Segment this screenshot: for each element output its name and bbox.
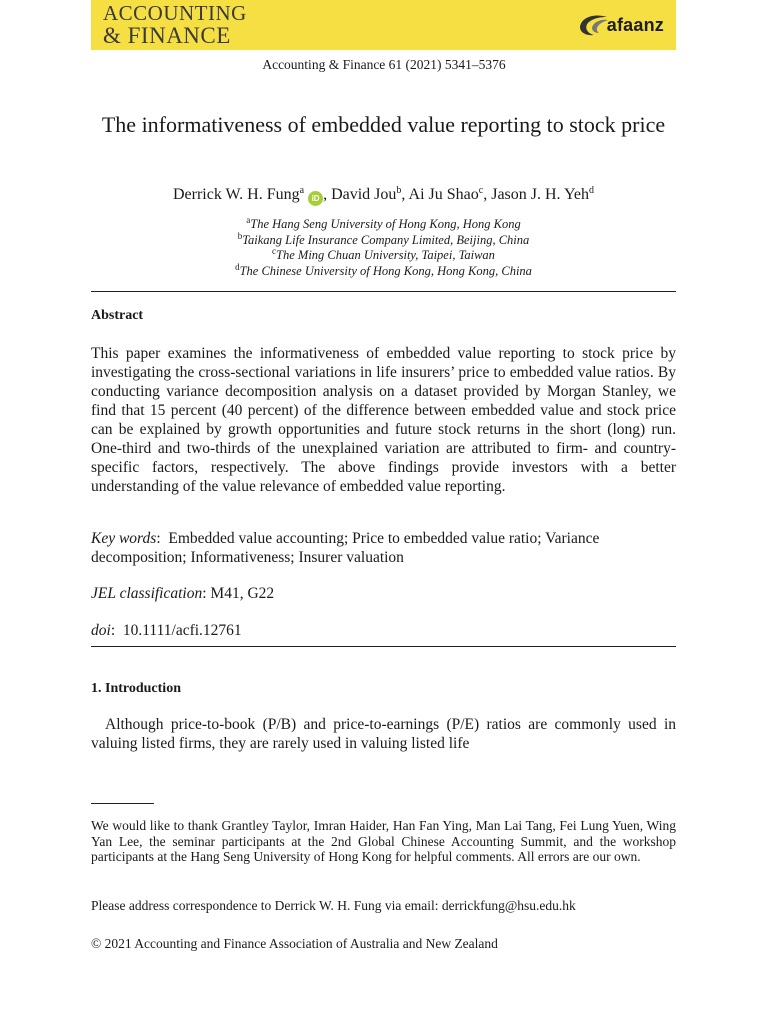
introduction-heading: 1. Introduction xyxy=(91,681,181,696)
author-name: Derrick W. H. Fung xyxy=(172,186,300,203)
affiliation: $^b$Taikang Life Insurance Company Limited, Beijing, China xyxy=(237,230,530,247)
divider xyxy=(91,291,676,292)
affiliation-list xyxy=(91,217,676,279)
author-name: David Jou xyxy=(331,186,397,203)
divider xyxy=(91,646,676,647)
introduction-text: Although price-to-book (P/B) and price-to-earnings (P/E) ratios are commonly used in valuing listed firms, they are rarely used in valuing listed life xyxy=(91,716,676,752)
author-affil-mark: a xyxy=(299,185,305,196)
journal-citation: Accounting & Finance 61 (2021) 5341–5376 xyxy=(262,57,506,72)
acknowledgement-footnote: We would like to thank Grantley Taylor, Imran Haider, Han Fan Ying, Man Lai Tang, Fei Lung Yuen, Wing Yan Lee, the seminar participants at the 2nd Global Chinese Accounting Summit, and the workshop participants at the Hang Seng University of Hong Kong for helpful comments. All errors are our own. xyxy=(91,818,676,864)
jel-value: M41, G22 xyxy=(210,585,275,602)
journal-name-line1: ACCOUNTING xyxy=(103,1,247,25)
abstract-heading: Abstract xyxy=(91,308,144,323)
doi: doi: 10.1111/acfi.12761 xyxy=(91,622,242,639)
journal-wordmark xyxy=(103,3,247,46)
afaanz-logo xyxy=(577,11,664,39)
affiliation: $^a$The Hang Seng University of Hong Kong, Hong Kong xyxy=(246,215,521,231)
keywords: Key words: Embedded value accounting; Price to embedded value ratio; Variance decomposition; Informativeness; Insurer valuation xyxy=(91,530,600,566)
doi-link[interactable]: 10.1111/acfi.12761 xyxy=(122,622,242,639)
author-name: Jason J. H. Yeh xyxy=(491,186,590,203)
author-affil-mark: d xyxy=(589,185,595,196)
orcid-icon[interactable]: iD xyxy=(308,191,323,206)
author-affil-mark: b xyxy=(396,185,402,196)
jel-label: JEL classification xyxy=(91,585,203,602)
author-list: Derrick W. H. Fung$^a$iD , David Jou$^b$, Ai Ju Shao$^c$, Jason J. H. Yeh$^d$ xyxy=(91,186,676,206)
copyright-notice: © 2021 Accounting and Finance Association of Australia and New Zealand xyxy=(91,936,498,951)
affiliation: $^c$The Ming Chuan University, Taipei, Taiwan xyxy=(272,246,495,262)
keywords-value: Embedded value accounting; Price to embedded value ratio; Variance decomposition; Informativeness; Insurer valuation xyxy=(91,530,600,566)
abstract-text: This paper examines the informativeness of embedded value reporting to stock price by investigating the cross-sectional variations in life insurers’ price to embedded value ratios. By conducting variance decomposition analysis on a dataset provided by Morgan Stanley, we find that 15 percent (40 percent) of the difference between embedded value and stock price can be explained by growth opportunities and future stock returns in the short (long) run. One-third and two-thirds of the unexplained variation are attributed to firm- and country-specific factors, respectively. The above findings provide investors with a better understanding of the value relevance of embedded value reporting. xyxy=(91,345,676,495)
article-title: The informativeness of embedded value reporting to stock price xyxy=(101,112,666,137)
journal-name-line2: & FINANCE xyxy=(103,23,231,48)
correspondence-footnote: Please address correspondence to Derrick W. H. Fung via email: derrickfung@hsu.edu.hk xyxy=(91,898,576,913)
author-name: Ai Ju Shao xyxy=(408,186,479,203)
affiliation: $^d$The Chinese University of Hong Kong, Hong Kong, China xyxy=(235,261,532,278)
swoosh-icon xyxy=(577,11,611,39)
journal-banner xyxy=(91,0,676,50)
keywords-label: Key words xyxy=(91,530,157,547)
footnote-rule xyxy=(91,803,154,804)
jel-classification: JEL classification: M41, G22 xyxy=(91,585,275,602)
afaanz-logo-text: afaanz xyxy=(606,14,664,35)
doi-label: doi xyxy=(91,622,111,639)
author-affil-mark: c xyxy=(478,185,484,196)
